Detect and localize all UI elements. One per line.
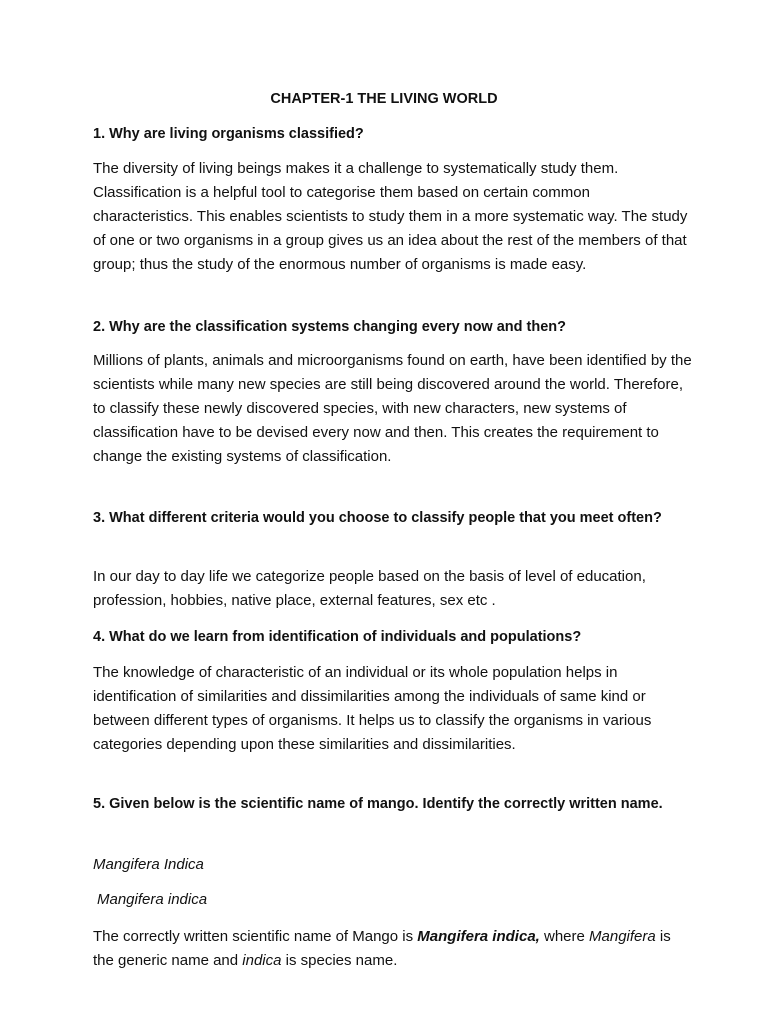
question-4: 4. What do we learn from identification of individuals and populations? bbox=[93, 629, 582, 645]
option-2: Mangifera indica bbox=[97, 891, 208, 908]
answer-5-mid1: where bbox=[539, 928, 590, 945]
chapter-title: CHAPTER-1 THE LIVING WORLD bbox=[270, 91, 498, 107]
question-1: 1. Why are living organisms classified? bbox=[93, 126, 364, 142]
answer-2: Millions of plants, animals and microorganisms found on earth, have been identified by the scientists while many new species are still being discovered around the world. Therefore, to classify these newly discovered species, with new characters, new systems of classification have to be devised every now and then. This creates the requirement to change the existing systems of classification. bbox=[93, 352, 692, 465]
question-3: 3. What different criteria would you choose to classify people that you meet often? bbox=[93, 510, 662, 526]
answer-1: The diversity of living beings makes it a challenge to systematically study them. Classification is a helpful tool to categorise them based on certain common characteristics. This enables scientists to study them in a more systematic way. The study of one or two organisms in a group gives us an idea about the rest of the members of that group; thus the study of the enormous number of organisms is made easy. bbox=[93, 160, 688, 273]
answer-5 bbox=[93, 925, 683, 973]
answer-5-prefix: The correctly written scientific name of Mango is bbox=[93, 928, 418, 945]
question-5: 5. Given below is the scientific name of mango. Identify the correctly written name. bbox=[93, 796, 663, 812]
answer-5-suffix: is species name. bbox=[281, 952, 398, 969]
answer-5-genus: Mangifera bbox=[589, 928, 656, 945]
answer-4: The knowledge of characteristic of an individual or its whole population helps in identification of similarities and dissimilarities among the individuals of same kind or between different types of organisms. It helps us to classify the organisms in various categories depending upon these similarities and dissimilarities. bbox=[93, 664, 652, 753]
question-2: 2. Why are the classification systems changing every now and then? bbox=[93, 319, 566, 335]
answer-5-correct-name: Mangifera indica, bbox=[417, 928, 540, 945]
option-1: Mangifera Indica bbox=[93, 856, 204, 873]
answer-3: In our day to day life we categorize people based on the basis of level of education, profession, hobbies, native place, external features, sex etc . bbox=[93, 568, 646, 609]
answer-5-species: indica bbox=[242, 952, 282, 969]
answer-5-mid2: is the generic name and bbox=[93, 928, 671, 969]
